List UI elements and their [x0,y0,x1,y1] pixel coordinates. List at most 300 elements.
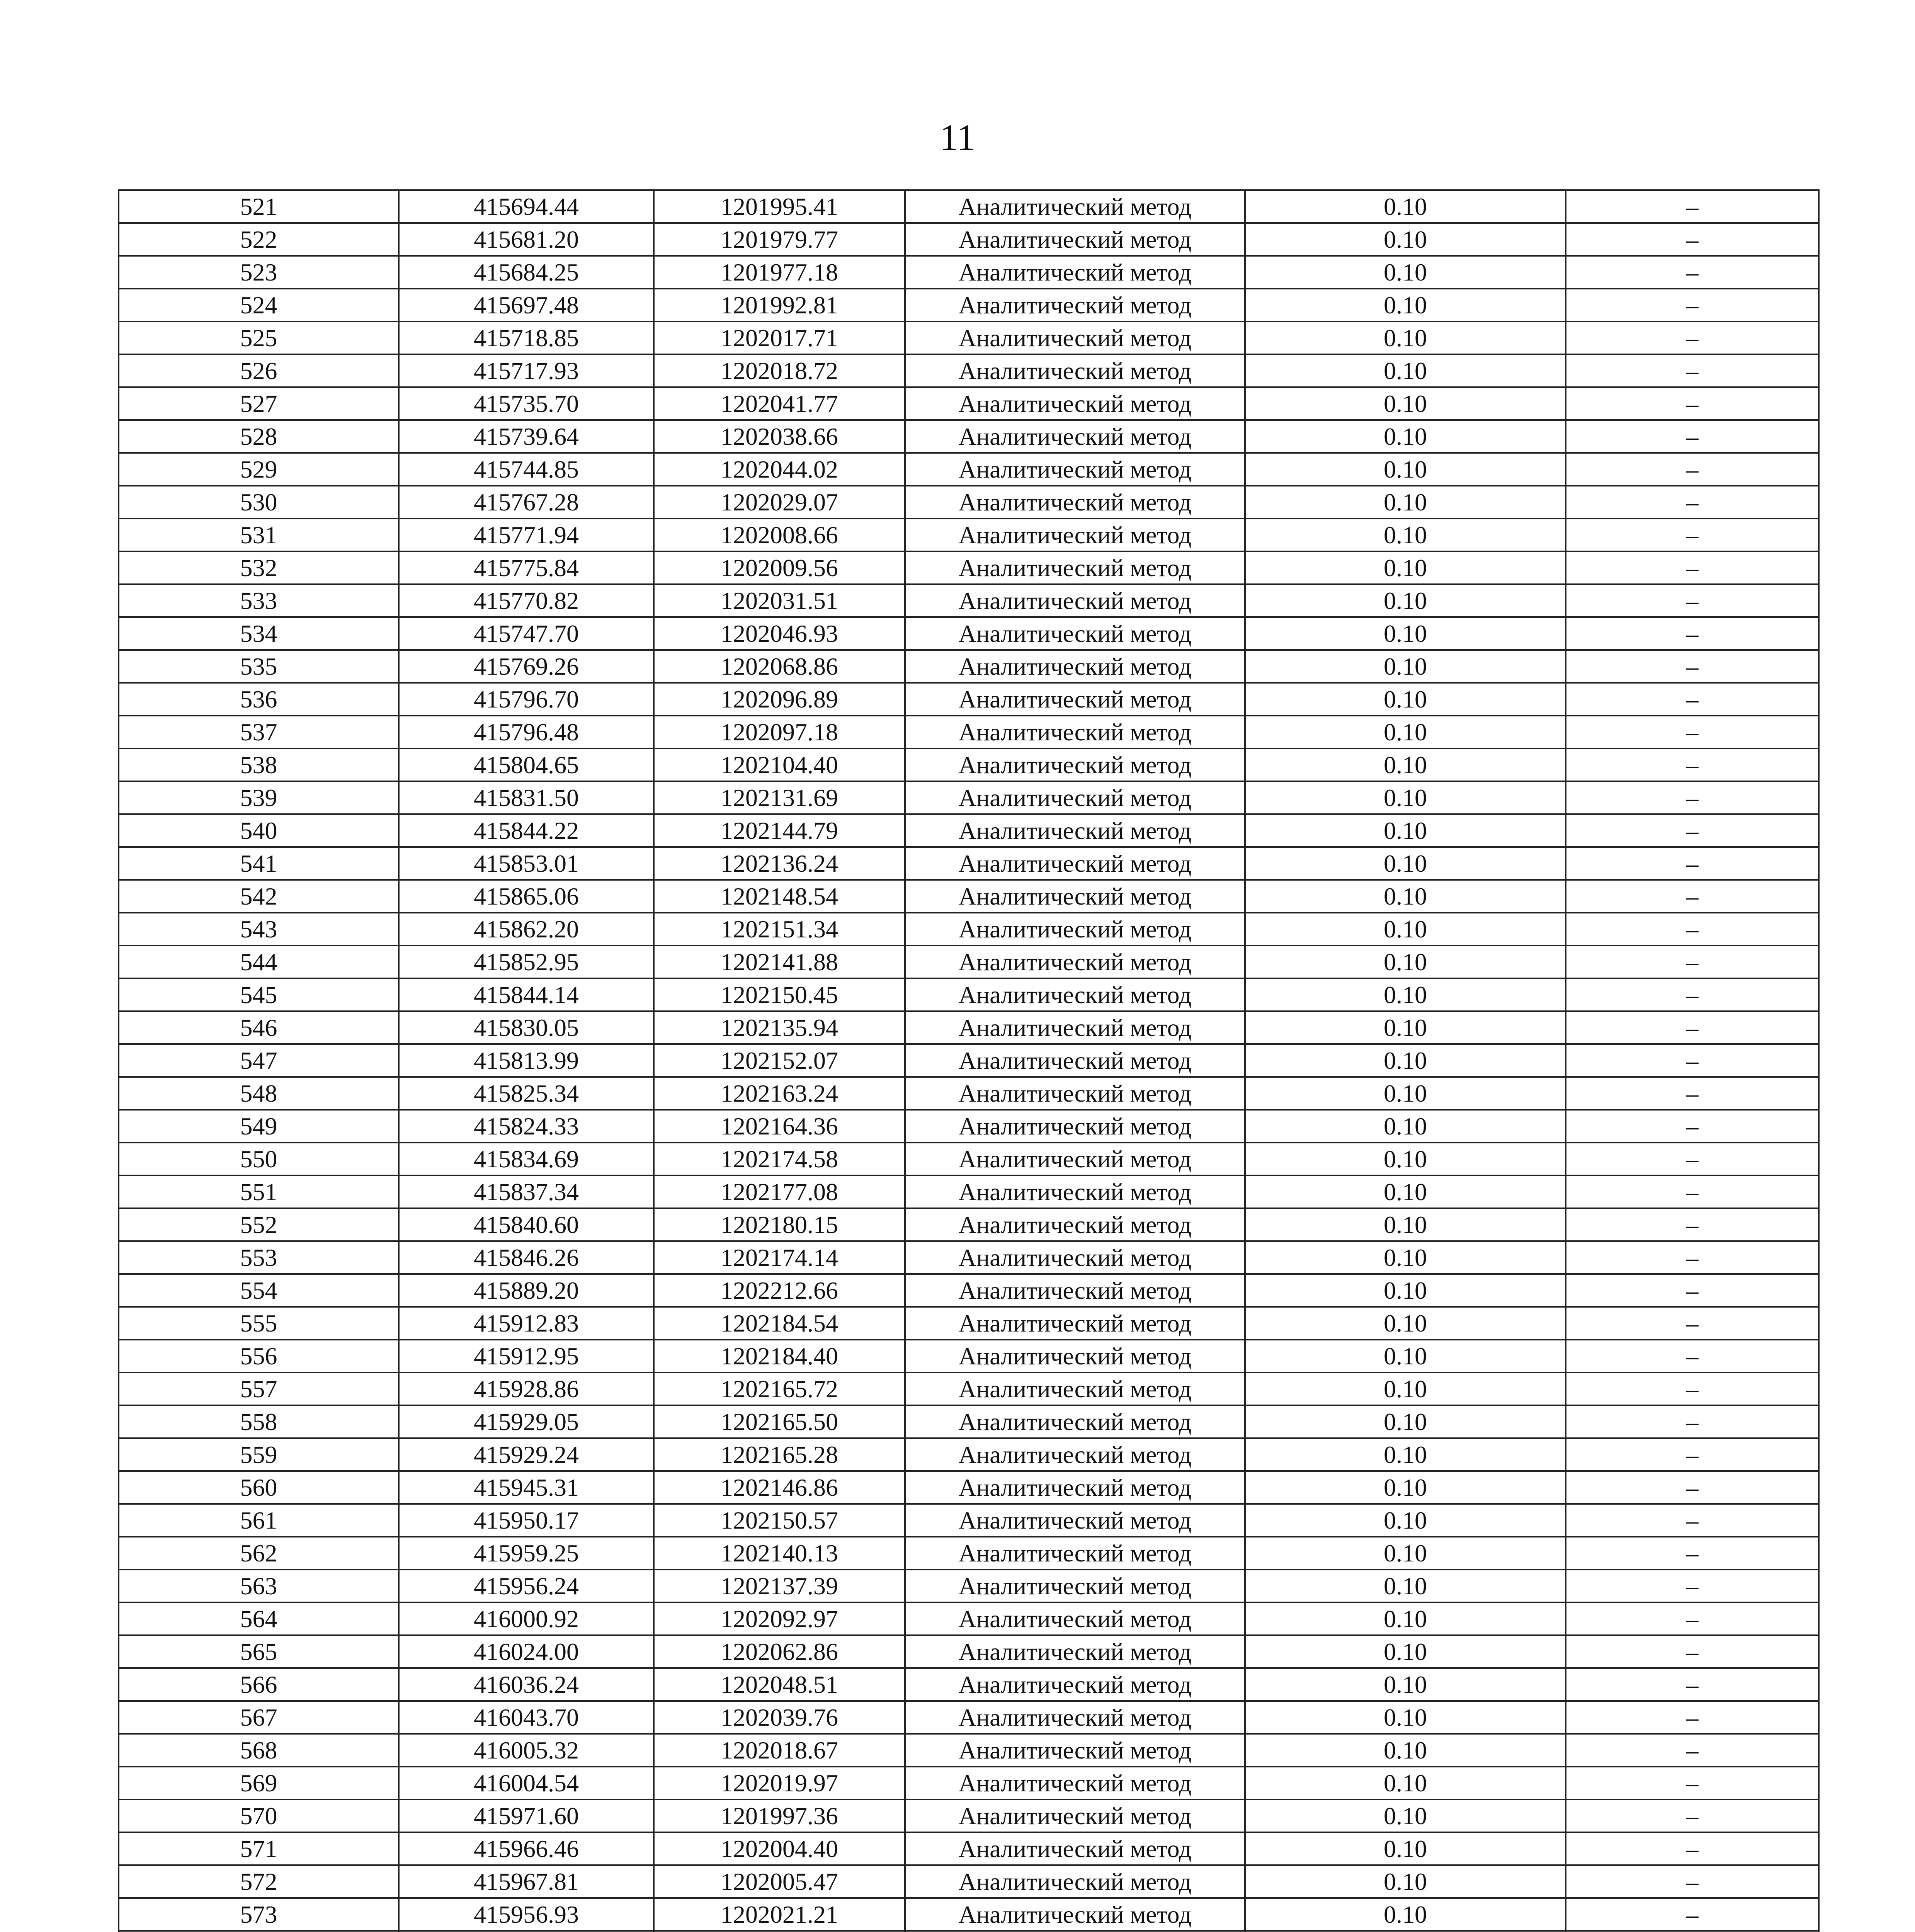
note-cell: – [1566,519,1819,551]
y-coordinate-cell: 1202164.36 [654,1110,905,1143]
point-number-cell: 557 [119,1372,399,1405]
x-coordinate-cell: 415912.83 [399,1307,654,1340]
x-coordinate-cell: 415694.44 [399,190,654,223]
method-cell: Аналитический метод [905,913,1245,946]
method-cell: Аналитический метод [905,1011,1245,1044]
y-coordinate-cell: 1202150.45 [654,978,905,1011]
table-row [119,1340,1819,1372]
method-cell: Аналитический метод [905,1832,1245,1865]
note-cell: – [1566,1011,1819,1044]
point-number-cell: 552 [119,1208,399,1241]
y-coordinate-cell: 1202152.07 [654,1044,905,1077]
note-cell: – [1566,1175,1819,1208]
accuracy-cell: 0.10 [1245,1734,1566,1767]
table-row [119,223,1819,256]
x-coordinate-cell: 416024.00 [399,1635,654,1668]
y-coordinate-cell: 1202174.14 [654,1241,905,1274]
accuracy-cell: 0.10 [1245,1602,1566,1635]
method-cell: Аналитический метод [905,1044,1245,1077]
table-row [119,781,1819,814]
table-row [119,551,1819,584]
point-number-cell: 543 [119,913,399,946]
note-cell: – [1566,1701,1819,1734]
method-cell: Аналитический метод [905,1372,1245,1405]
table-row [119,946,1819,978]
accuracy-cell: 0.10 [1245,748,1566,781]
x-coordinate-cell: 415862.20 [399,913,654,946]
accuracy-cell: 0.10 [1245,1077,1566,1110]
point-number-cell: 529 [119,453,399,486]
method-cell: Аналитический метод [905,1208,1245,1241]
x-coordinate-cell: 415950.17 [399,1504,654,1537]
point-number-cell: 550 [119,1143,399,1175]
point-number-cell: 563 [119,1570,399,1602]
point-number-cell: 556 [119,1340,399,1372]
method-cell: Аналитический метод [905,584,1245,617]
x-coordinate-cell: 415717.93 [399,354,654,387]
note-cell: – [1566,1372,1819,1405]
note-cell: – [1566,617,1819,650]
method-cell: Аналитический метод [905,617,1245,650]
coordinates-table-body [119,190,1819,1932]
note-cell: – [1566,1340,1819,1372]
accuracy-cell: 0.10 [1245,1635,1566,1668]
note-cell: – [1566,1274,1819,1307]
y-coordinate-cell: 1202151.34 [654,913,905,946]
note-cell: – [1566,486,1819,519]
accuracy-cell: 0.10 [1245,1570,1566,1602]
x-coordinate-cell: 415834.69 [399,1143,654,1175]
x-coordinate-cell: 416005.32 [399,1734,654,1767]
point-number-cell: 544 [119,946,399,978]
method-cell: Аналитический метод [905,1668,1245,1701]
accuracy-cell: 0.10 [1245,1044,1566,1077]
note-cell: – [1566,1110,1819,1143]
table-row [119,847,1819,880]
y-coordinate-cell: 1202165.50 [654,1405,905,1438]
x-coordinate-cell: 415889.20 [399,1274,654,1307]
y-coordinate-cell: 1202046.93 [654,617,905,650]
y-coordinate-cell: 1202148.54 [654,880,905,913]
method-cell: Аналитический метод [905,1799,1245,1832]
note-cell: – [1566,551,1819,584]
y-coordinate-cell: 1202068.86 [654,650,905,683]
point-number-cell: 522 [119,223,399,256]
method-cell: Аналитический метод [905,1701,1245,1734]
accuracy-cell: 0.10 [1245,453,1566,486]
x-coordinate-cell: 415929.24 [399,1438,654,1471]
method-cell: Аналитический метод [905,519,1245,551]
point-number-cell: 536 [119,683,399,716]
note-cell: – [1566,1799,1819,1832]
method-cell: Аналитический метод [905,814,1245,847]
y-coordinate-cell: 1202104.40 [654,748,905,781]
note-cell: – [1566,387,1819,420]
method-cell: Аналитический метод [905,650,1245,683]
x-coordinate-cell: 415956.24 [399,1570,654,1602]
x-coordinate-cell: 415684.25 [399,256,654,289]
x-coordinate-cell: 415718.85 [399,321,654,354]
accuracy-cell: 0.10 [1245,420,1566,453]
x-coordinate-cell: 416000.92 [399,1602,654,1635]
x-coordinate-cell: 415739.64 [399,420,654,453]
note-cell: – [1566,1241,1819,1274]
y-coordinate-cell: 1202184.54 [654,1307,905,1340]
table-row [119,1537,1819,1570]
x-coordinate-cell: 415771.94 [399,519,654,551]
note-cell: – [1566,913,1819,946]
point-number-cell: 553 [119,1241,399,1274]
note-cell: – [1566,354,1819,387]
y-coordinate-cell: 1202131.69 [654,781,905,814]
accuracy-cell: 0.10 [1245,1799,1566,1832]
note-cell: – [1566,814,1819,847]
accuracy-cell: 0.10 [1245,486,1566,519]
note-cell: – [1566,1044,1819,1077]
x-coordinate-cell: 415770.82 [399,584,654,617]
accuracy-cell: 0.10 [1245,551,1566,584]
point-number-cell: 555 [119,1307,399,1340]
accuracy-cell: 0.10 [1245,1274,1566,1307]
method-cell: Аналитический метод [905,847,1245,880]
table-row [119,748,1819,781]
point-number-cell: 532 [119,551,399,584]
table-row [119,1274,1819,1307]
point-number-cell: 527 [119,387,399,420]
note-cell: – [1566,453,1819,486]
x-coordinate-cell: 415844.22 [399,814,654,847]
x-coordinate-cell: 415967.81 [399,1865,654,1898]
accuracy-cell: 0.10 [1245,321,1566,354]
x-coordinate-cell: 415846.26 [399,1241,654,1274]
note-cell: – [1566,1898,1819,1931]
table-row [119,256,1819,289]
y-coordinate-cell: 1202174.58 [654,1143,905,1175]
point-number-cell: 569 [119,1767,399,1799]
table-row [119,814,1819,847]
table-row [119,1865,1819,1898]
accuracy-cell: 0.10 [1245,1241,1566,1274]
accuracy-cell: 0.10 [1245,1143,1566,1175]
table-row [119,1438,1819,1471]
y-coordinate-cell: 1202096.89 [654,683,905,716]
method-cell: Аналитический метод [905,1340,1245,1372]
note-cell: – [1566,781,1819,814]
note-cell: – [1566,748,1819,781]
method-cell: Аналитический метод [905,1865,1245,1898]
y-coordinate-cell: 1202136.24 [654,847,905,880]
table-row [119,584,1819,617]
table-row [119,1044,1819,1077]
table-row [119,1011,1819,1044]
table-row [119,1570,1819,1602]
method-cell: Аналитический метод [905,321,1245,354]
method-cell: Аналитический метод [905,1143,1245,1175]
note-cell: – [1566,1504,1819,1537]
x-coordinate-cell: 415853.01 [399,847,654,880]
point-number-cell: 528 [119,420,399,453]
point-number-cell: 537 [119,716,399,748]
method-cell: Аналитический метод [905,354,1245,387]
y-coordinate-cell: 1202092.97 [654,1602,905,1635]
y-coordinate-cell: 1202146.86 [654,1471,905,1504]
note-cell: – [1566,1767,1819,1799]
point-number-cell: 565 [119,1635,399,1668]
point-number-cell: 524 [119,289,399,321]
method-cell: Аналитический метод [905,716,1245,748]
table-row [119,289,1819,321]
point-number-cell: 570 [119,1799,399,1832]
x-coordinate-cell: 415837.34 [399,1175,654,1208]
method-cell: Аналитический метод [905,223,1245,256]
point-number-cell: 559 [119,1438,399,1471]
table-row [119,683,1819,716]
table-row [119,1372,1819,1405]
table-row [119,1307,1819,1340]
y-coordinate-cell: 1202184.40 [654,1340,905,1372]
point-number-cell: 547 [119,1044,399,1077]
y-coordinate-cell: 1202041.77 [654,387,905,420]
y-coordinate-cell: 1202038.66 [654,420,905,453]
y-coordinate-cell: 1201979.77 [654,223,905,256]
point-number-cell: 548 [119,1077,399,1110]
table-row [119,1208,1819,1241]
point-number-cell: 566 [119,1668,399,1701]
point-number-cell: 572 [119,1865,399,1898]
x-coordinate-cell: 415830.05 [399,1011,654,1044]
y-coordinate-cell: 1202097.18 [654,716,905,748]
y-coordinate-cell: 1201995.41 [654,190,905,223]
y-coordinate-cell: 1202019.97 [654,1767,905,1799]
point-number-cell: 551 [119,1175,399,1208]
accuracy-cell: 0.10 [1245,1175,1566,1208]
note-cell: – [1566,1143,1819,1175]
x-coordinate-cell: 415824.33 [399,1110,654,1143]
y-coordinate-cell: 1201997.36 [654,1799,905,1832]
note-cell: – [1566,716,1819,748]
y-coordinate-cell: 1202018.72 [654,354,905,387]
accuracy-cell: 0.10 [1245,946,1566,978]
note-cell: – [1566,1635,1819,1668]
point-number-cell: 545 [119,978,399,1011]
table-row [119,1175,1819,1208]
method-cell: Аналитический метод [905,256,1245,289]
y-coordinate-cell: 1202018.67 [654,1734,905,1767]
point-number-cell: 526 [119,354,399,387]
accuracy-cell: 0.10 [1245,1701,1566,1734]
x-coordinate-cell: 415852.95 [399,946,654,978]
accuracy-cell: 0.10 [1245,617,1566,650]
y-coordinate-cell: 1202062.86 [654,1635,905,1668]
accuracy-cell: 0.10 [1245,223,1566,256]
accuracy-cell: 0.10 [1245,1438,1566,1471]
y-coordinate-cell: 1202005.47 [654,1865,905,1898]
table-row [119,1471,1819,1504]
accuracy-cell: 0.10 [1245,289,1566,321]
note-cell: – [1566,847,1819,880]
point-number-cell: 561 [119,1504,399,1537]
note-cell: – [1566,1471,1819,1504]
x-coordinate-cell: 416043.70 [399,1701,654,1734]
x-coordinate-cell: 415767.28 [399,486,654,519]
accuracy-cell: 0.10 [1245,1537,1566,1570]
method-cell: Аналитический метод [905,1274,1245,1307]
accuracy-cell: 0.10 [1245,1898,1566,1931]
table-row [119,1799,1819,1832]
y-coordinate-cell: 1202135.94 [654,1011,905,1044]
note-cell: – [1566,683,1819,716]
method-cell: Аналитический метод [905,486,1245,519]
point-number-cell: 573 [119,1898,399,1931]
page-number: 11 [939,117,976,158]
note-cell: – [1566,584,1819,617]
point-number-cell: 542 [119,880,399,913]
note-cell: – [1566,946,1819,978]
coordinates-table [118,189,1820,1932]
table-row [119,1668,1819,1701]
point-number-cell: 549 [119,1110,399,1143]
method-cell: Аналитический метод [905,453,1245,486]
table-row [119,1898,1819,1931]
method-cell: Аналитический метод [905,1405,1245,1438]
table-row [119,420,1819,453]
y-coordinate-cell: 1201977.18 [654,256,905,289]
method-cell: Аналитический метод [905,880,1245,913]
point-number-cell: 571 [119,1832,399,1865]
point-number-cell: 535 [119,650,399,683]
note-cell: – [1566,1307,1819,1340]
table-row [119,978,1819,1011]
point-number-cell: 541 [119,847,399,880]
table-row [119,617,1819,650]
x-coordinate-cell: 415796.70 [399,683,654,716]
table-row [119,1832,1819,1865]
accuracy-cell: 0.10 [1245,584,1566,617]
point-number-cell: 562 [119,1537,399,1570]
y-coordinate-cell: 1202163.24 [654,1077,905,1110]
note-cell: – [1566,1405,1819,1438]
y-coordinate-cell: 1202044.02 [654,453,905,486]
x-coordinate-cell: 415956.93 [399,1898,654,1931]
note-cell: – [1566,1832,1819,1865]
method-cell: Аналитический метод [905,1570,1245,1602]
accuracy-cell: 0.10 [1245,1865,1566,1898]
y-coordinate-cell: 1202165.28 [654,1438,905,1471]
x-coordinate-cell: 415825.34 [399,1077,654,1110]
note-cell: – [1566,420,1819,453]
method-cell: Аналитический метод [905,1077,1245,1110]
note-cell: – [1566,1077,1819,1110]
x-coordinate-cell: 415804.65 [399,748,654,781]
method-cell: Аналитический метод [905,781,1245,814]
x-coordinate-cell: 415681.20 [399,223,654,256]
table-row [119,354,1819,387]
method-cell: Аналитический метод [905,387,1245,420]
table-row [119,486,1819,519]
table-row [119,1110,1819,1143]
table-row [119,716,1819,748]
method-cell: Аналитический метод [905,289,1245,321]
accuracy-cell: 0.10 [1245,1668,1566,1701]
note-cell: – [1566,1865,1819,1898]
note-cell: – [1566,321,1819,354]
accuracy-cell: 0.10 [1245,1208,1566,1241]
accuracy-cell: 0.10 [1245,256,1566,289]
accuracy-cell: 0.10 [1245,880,1566,913]
accuracy-cell: 0.10 [1245,913,1566,946]
y-coordinate-cell: 1202144.79 [654,814,905,847]
point-number-cell: 538 [119,748,399,781]
method-cell: Аналитический метод [905,1471,1245,1504]
y-coordinate-cell: 1202017.71 [654,321,905,354]
point-number-cell: 521 [119,190,399,223]
point-number-cell: 558 [119,1405,399,1438]
point-number-cell: 533 [119,584,399,617]
point-number-cell: 568 [119,1734,399,1767]
method-cell: Аналитический метод [905,1504,1245,1537]
accuracy-cell: 0.10 [1245,354,1566,387]
y-coordinate-cell: 1202212.66 [654,1274,905,1307]
x-coordinate-cell: 415865.06 [399,880,654,913]
x-coordinate-cell: 415959.25 [399,1537,654,1570]
note-cell: – [1566,1208,1819,1241]
accuracy-cell: 0.10 [1245,978,1566,1011]
method-cell: Аналитический метод [905,683,1245,716]
accuracy-cell: 0.10 [1245,1832,1566,1865]
point-number-cell: 554 [119,1274,399,1307]
y-coordinate-cell: 1202048.51 [654,1668,905,1701]
accuracy-cell: 0.10 [1245,1110,1566,1143]
table-row [119,1635,1819,1668]
x-coordinate-cell: 415796.48 [399,716,654,748]
y-coordinate-cell: 1202029.07 [654,486,905,519]
table-row [119,321,1819,354]
x-coordinate-cell: 415844.14 [399,978,654,1011]
x-coordinate-cell: 415971.60 [399,1799,654,1832]
method-cell: Аналитический метод [905,551,1245,584]
y-coordinate-cell: 1202177.08 [654,1175,905,1208]
y-coordinate-cell: 1202039.76 [654,1701,905,1734]
method-cell: Аналитический метод [905,1734,1245,1767]
y-coordinate-cell: 1202009.56 [654,551,905,584]
x-coordinate-cell: 415840.60 [399,1208,654,1241]
x-coordinate-cell: 415831.50 [399,781,654,814]
note-cell: – [1566,1602,1819,1635]
y-coordinate-cell: 1202008.66 [654,519,905,551]
note-cell: – [1566,650,1819,683]
point-number-cell: 534 [119,617,399,650]
table-row [119,1734,1819,1767]
method-cell: Аналитический метод [905,1898,1245,1931]
note-cell: – [1566,223,1819,256]
x-coordinate-cell: 415747.70 [399,617,654,650]
table-row [119,387,1819,420]
note-cell: – [1566,1570,1819,1602]
accuracy-cell: 0.10 [1245,519,1566,551]
x-coordinate-cell: 415744.85 [399,453,654,486]
point-number-cell: 560 [119,1471,399,1504]
accuracy-cell: 0.10 [1245,1307,1566,1340]
x-coordinate-cell: 415912.95 [399,1340,654,1372]
accuracy-cell: 0.10 [1245,814,1566,847]
accuracy-cell: 0.10 [1245,847,1566,880]
table-row [119,1701,1819,1734]
note-cell: – [1566,1668,1819,1701]
method-cell: Аналитический метод [905,1307,1245,1340]
point-number-cell: 567 [119,1701,399,1734]
x-coordinate-cell: 415775.84 [399,551,654,584]
accuracy-cell: 0.10 [1245,1504,1566,1537]
